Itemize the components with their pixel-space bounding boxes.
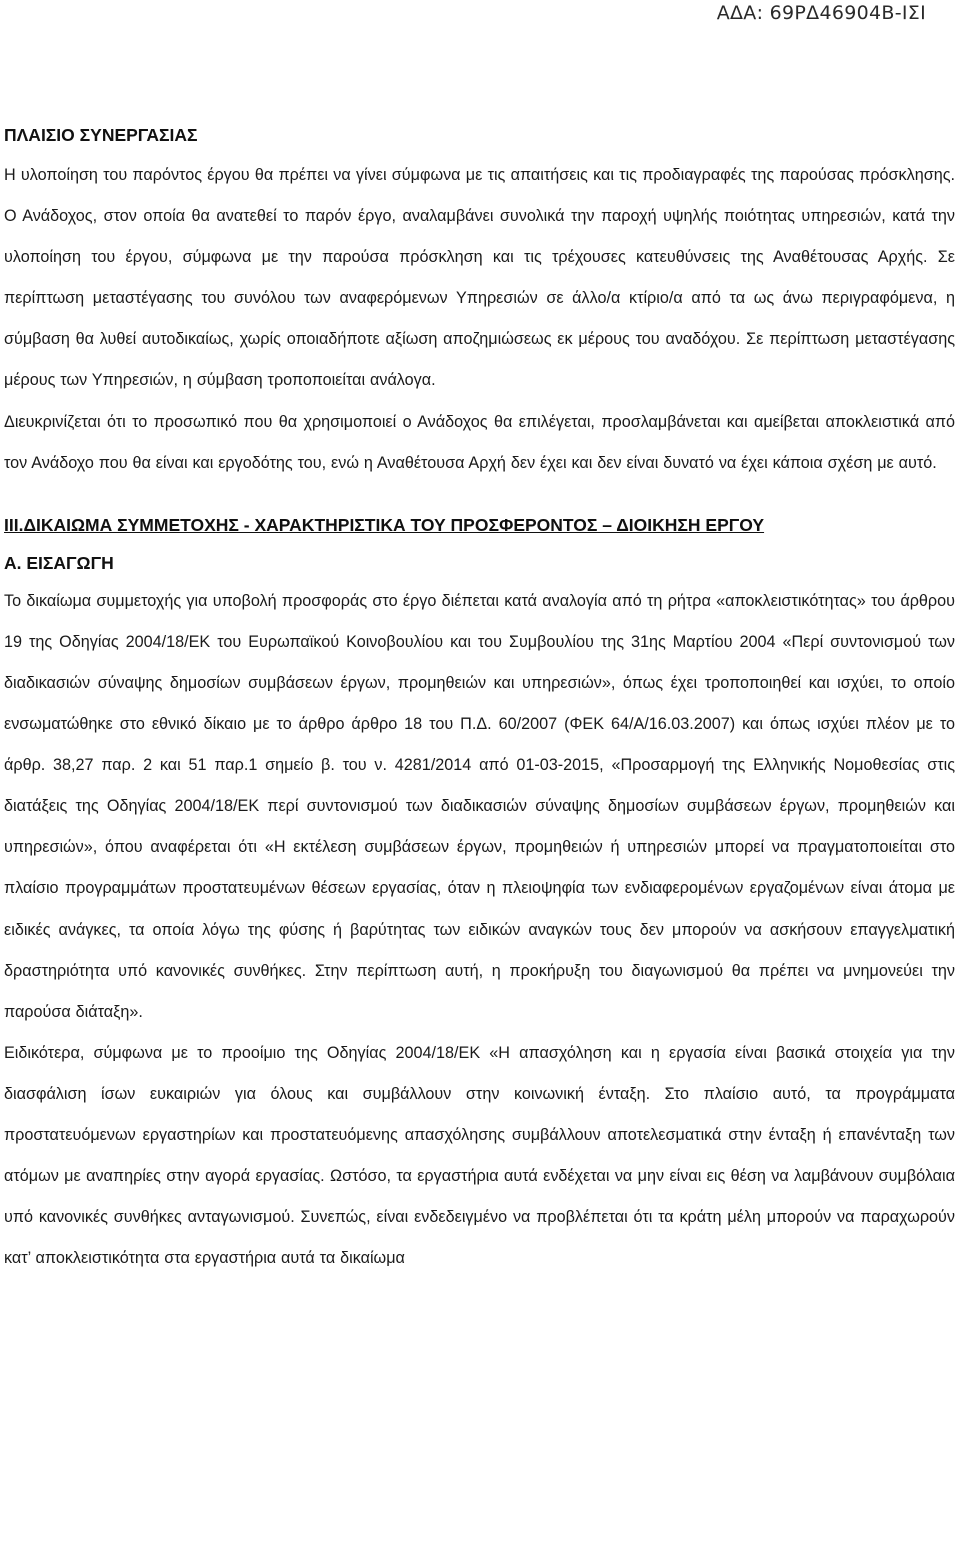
introduction-paragraph-1: Το δικαίωμα συμμετοχής για υποβολή προσφοράς στο έργο διέπεται κατά αναλογία από τη ρήτρα «αποκλειστικότητας» του άρθρου 19 της Οδηγίας 2004/18/ΕΚ του Ευρωπαϊκού Κοινοβουλίου και του Συμβουλίου της 31ης Μαρτίου 2004 «Περί συντονισμού των διαδικασιών σύναψης δημοσίων συμβάσεων έργων, προμηθειών και υπηρεσιών», όπως έχει τροποποιηθεί και ισχύει, το οποίο ενσωματώθηκε στο εθνικό δίκαιο με το άρθρο άρθρο 18 του Π.Δ. 60/2007 (ΦΕΚ 64/Α/16.03.2007) και όπως ισχύει πλέον με το άρθρ. 38,27 παρ. 2 και 51 παρ.1 σημείο β. του ν. 4281/2014 από 01-03-2015, «Προσαρμογή της Ελληνικής Νομοθεσίας στις διατάξεις της Οδηγίας 2004/18/ΕΚ περί συντονισμού των διαδικασιών σύναψης δημοσίων συμβάσεων έργων, προμηθειών και υπηρεσιών», όπου αναφέρεται ότι «Η εκτέλεση συμβάσεων έργων, προμηθειών ή υπηρεσιών μπορεί να πραγματοποιείται στο πλαίσιο προγραμμάτων προστατευμένων θέσεων εργασίας, όταν η πλειοψηφία των ενδιαφερομένων εργαζομένων είναι άτομα με ειδικές ανάγκες, τα οποία λόγω της φύσης ή βαρύτητας των ειδικών αναγκών τους δεν μπορούν να ασκήσουν επαγγελματική δραστηριότητα υπό κανονικές συνθήκες. Στην περίπτωση αυτή, η προκήρυξη του διαγωνισμού θα πρέπει να μνημονεύει την παρούσα διάταξη». (4, 591, 955, 1021)
section-gap (4, 484, 955, 514)
ada-code-header: ΑΔΑ: 69ΡΔ46904Β-ΙΣΙ (716, 2, 926, 24)
section-title-framework: ΠΛΑΙΣΙΟ ΣΥΝΕΡΓΑΣΙΑΣ (4, 125, 198, 145)
framework-paragraph-2: Διευκρινίζεται ότι το προσωπικό που θα χρησιμοποιεί ο Ανάδοχος θα επιλέγεται, προσλαμβάνεται και αμείβεται αποκλειστικά από τον Ανάδοχο που θα είναι και εργοδότης του, ενώ η Αναθέτουσα Αρχή δεν έχει και δεν είναι δυνατό να έχει κάποια σχέση με αυτό. (4, 412, 955, 472)
framework-paragraph-1: Η υλοποίηση του παρόντος έργου θα πρέπει να γίνει σύμφωνα με τις απαιτήσεις και τις προδιαγραφές της παρούσας πρόσκλησης. Ο Ανάδοχος, στον οποία θα ανατεθεί το παρόν έργο, αναλαμβάνει συνολικά την παροχή υψηλής ποιότητας υπηρεσιών, κατά την υλοποίηση του έργου, σύμφωνα με την παρούσα πρόσκληση και τις τρέχουσες κατευθύνσεις της Αναθέτουσας Αρχής. Σε περίπτωση μεταστέγασης του συνόλου των αναφερόμενων Υπηρεσιών σε άλλο/α κτίριο/α από τα ως άνω περιγραφόμενα, η σύμβαση θα λυθεί αυτοδικαίως, χωρίς οποιαδήποτε αξίωση αποζημιώσεως εκ μέρους του αναδόχου. Σε περίπτωση μεταστέγασης μέρους των Υπηρεσιών, η σύμβαση τροποποιείται ανάλογα. (4, 166, 955, 390)
document-body (4, 110, 955, 1279)
section-title-iii: ΙΙΙ.ΔΙΚΑΙΩΜΑ ΣΥΜΜΕΤΟΧΗΣ - ΧΑΡΑΚΤΗΡΙΣΤΙΚΑ ΤΟΥ ΠΡΟΣΦΕΡΟΝΤΟΣ – ΔΙΟΙΚΗΣΗ ΕΡΓΟΥ (4, 514, 765, 535)
subsection-title-a: Α. ΕΙΣΑΓΩΓΗ (4, 552, 114, 573)
introduction-paragraph-2: Ειδικότερα, σύμφωνα με το προοίμιο της Οδηγίας 2004/18/ΕΚ «Η απασχόληση και η εργασία είναι βασικά στοιχεία για την διασφάλιση ίσων ευκαιριών για όλους και συμβάλλουν στην κοινωνική ένταξη. Στο πλαίσιο αυτό, τα προγράμματα προστατευόμενων εργαστηρίων και προστατευόμενης απασχόλησης συμβάλλουν αποτελεσματικά στην ένταξη ή επανένταξη των ατόμων με αναπηρίες στην αγορά εργασίας. Ωστόσο, τα εργαστήρια αυτά ενδέχεται να μην είναι εις θέση να λαμβάνουν συμβόλαια υπό κανονικές συνθήκες ανταγωνισμού. Συνεπώς, είναι ενδεδειγμένο να προβλέπεται ότι τα κράτη μέλη μπορούν να παραχωρούν κατ’ αποκλειστικότητα στα εργαστήρια αυτά τα δικαίωμα (4, 1043, 955, 1268)
